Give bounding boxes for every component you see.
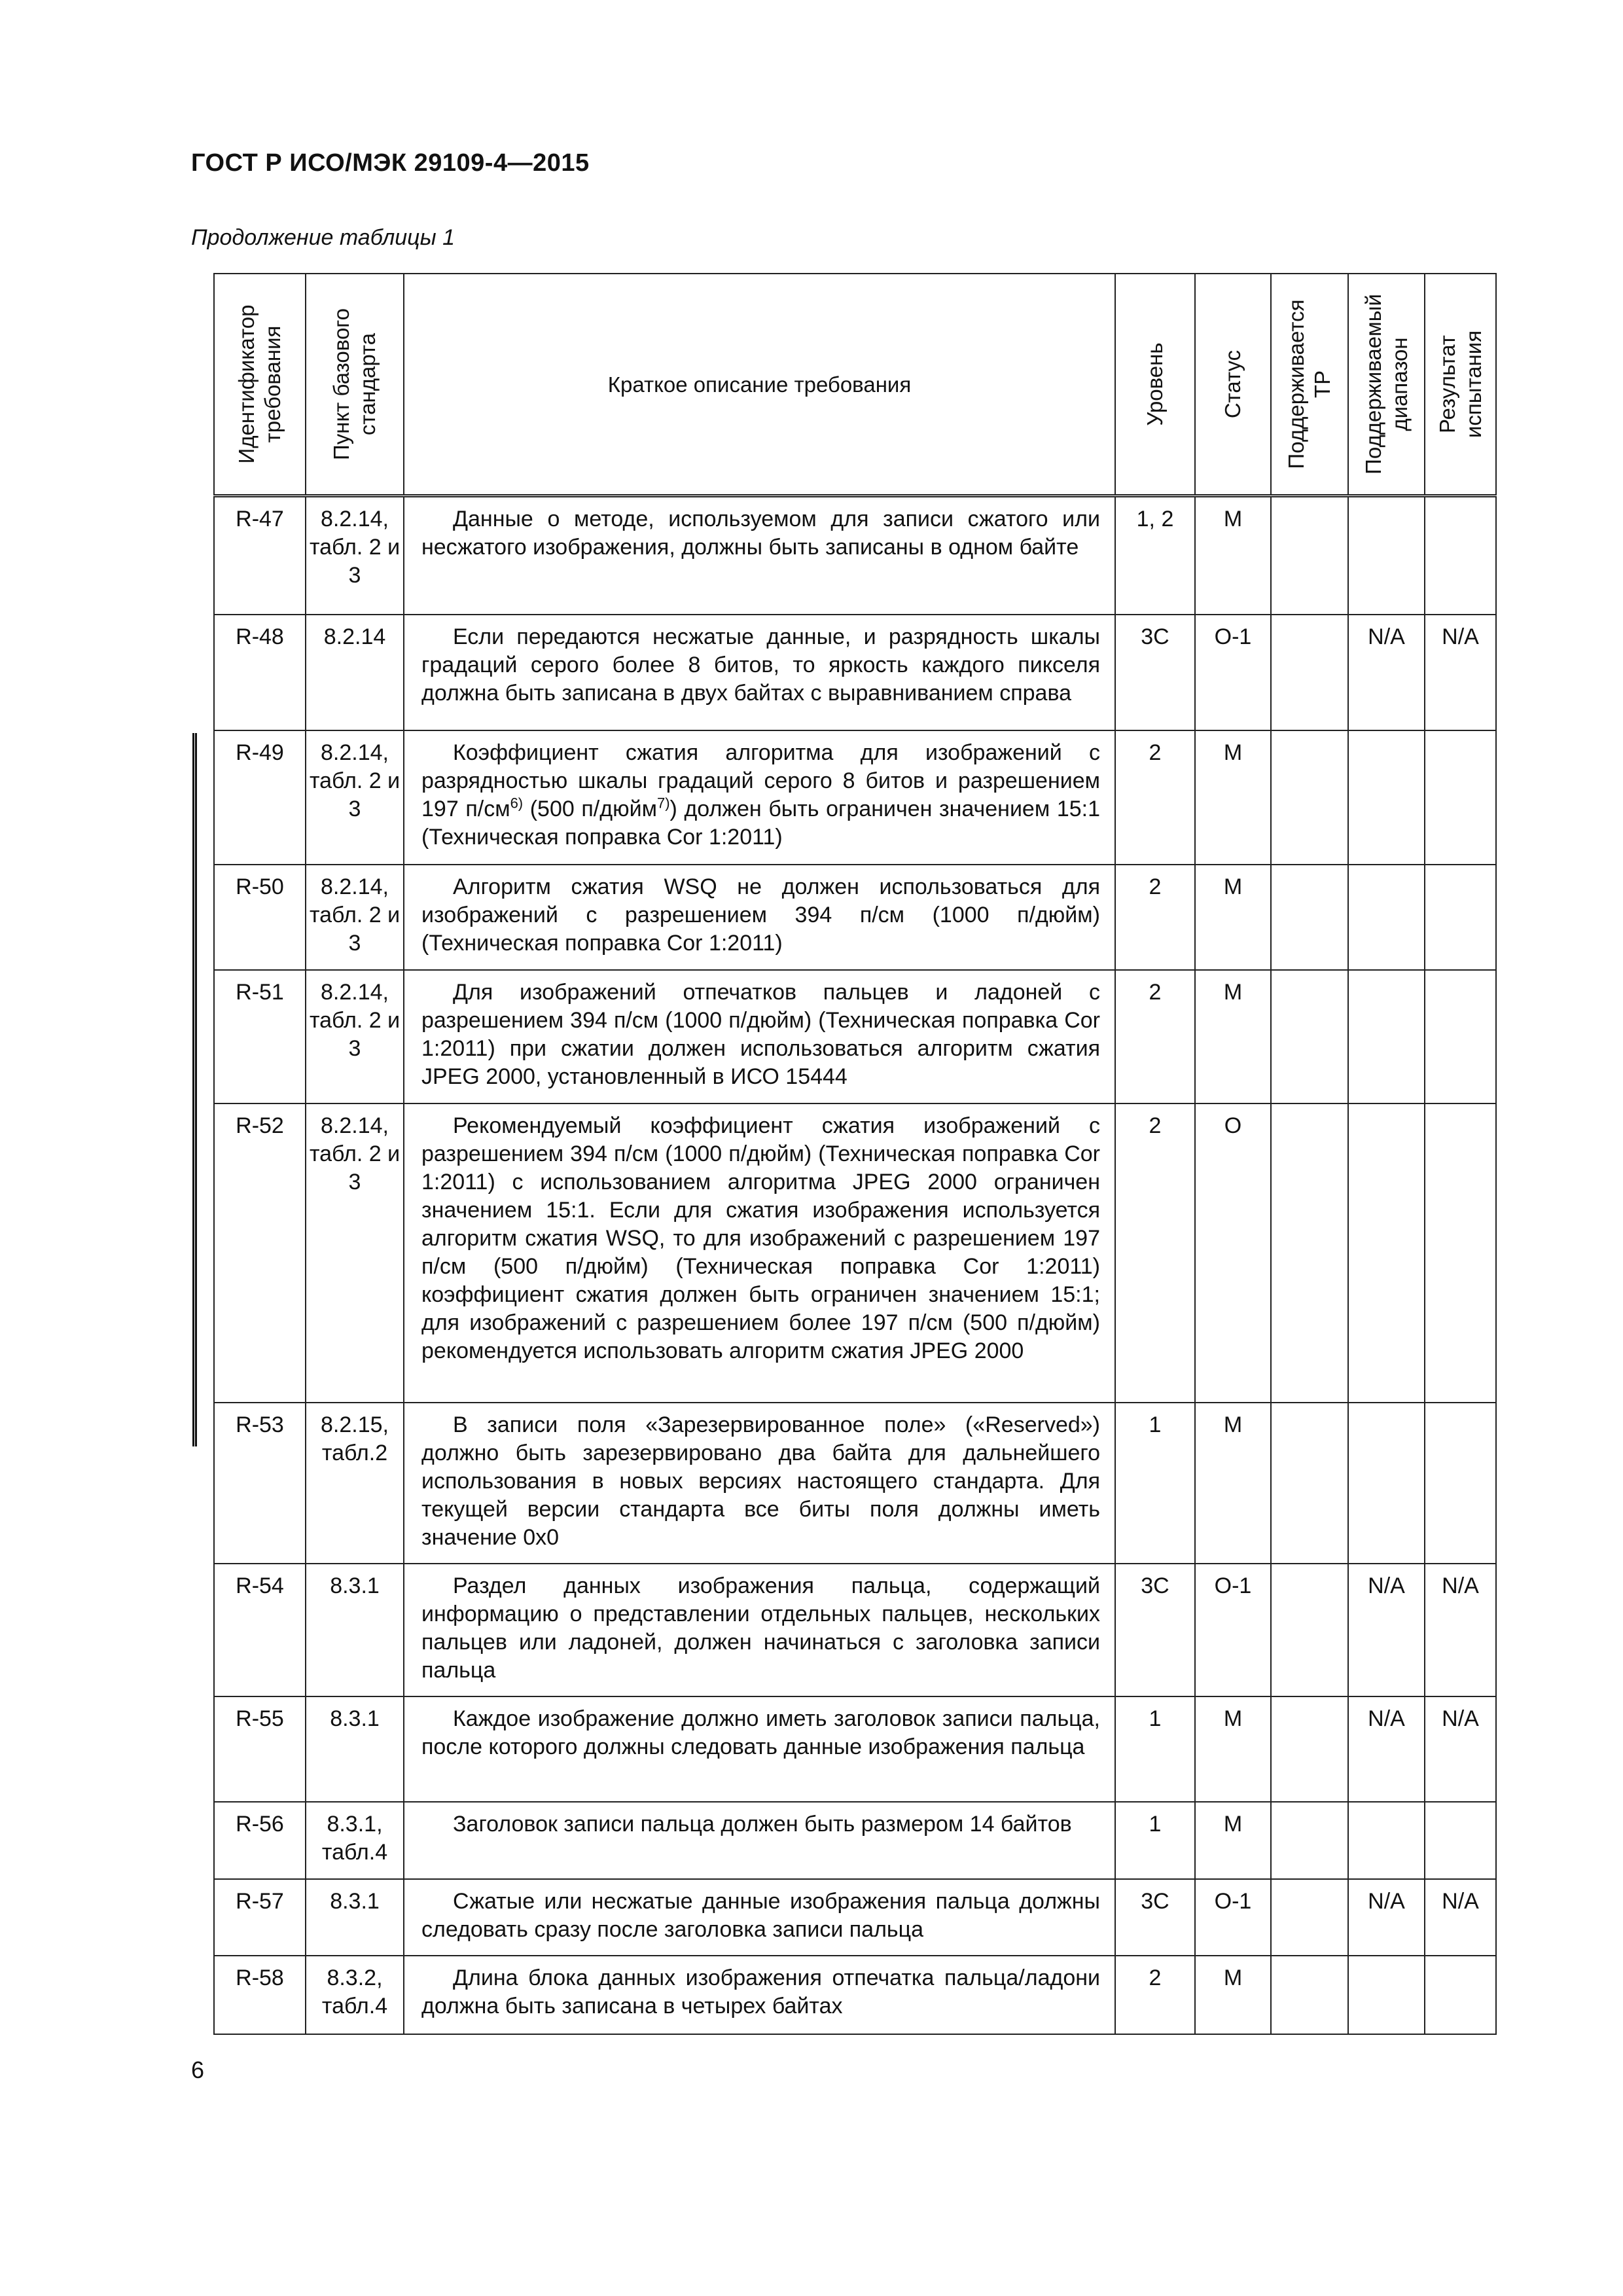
cell-status: O-1: [1195, 1879, 1271, 1956]
cell-clause: 8.3.1: [306, 1696, 404, 1802]
cell-description: В записи поля «Зарезервированное поле» («Reserved») должно быть зарезервировано два байта для дальнейшего использования в новых версиях настоящего стандарта. Для текущей версии стандарта все биты поля должны иметь значение 0x0: [404, 1403, 1115, 1564]
cell-result: [1425, 496, 1496, 615]
table-caption: Продолжение таблицы 1: [191, 225, 455, 250]
revision-change-bar: [192, 733, 197, 1446]
cell-id: R-58: [214, 1956, 306, 2034]
cell-clause: 8.3.1: [306, 1564, 404, 1696]
cell-status: M: [1195, 970, 1271, 1103]
column-header-range: Поддерживаемый диапазон: [1348, 274, 1425, 496]
column-header-id: Идентификатор требования: [214, 274, 306, 496]
table-row: [214, 730, 1496, 865]
cell-description: Раздел данных изображения пальца, содержащий информацию о представлении отдельных пальцев, нескольких пальцев или ладоней, должен начинаться с заголовка записи пальца: [404, 1564, 1115, 1696]
column-header-description: Краткое описание требования: [404, 274, 1115, 496]
cell-status: O: [1195, 1103, 1271, 1403]
cell-level: 3C: [1115, 1564, 1195, 1696]
cell-level: 2: [1115, 730, 1195, 865]
cell-clause: 8.2.15, табл.2: [306, 1403, 404, 1564]
table-row: [214, 496, 1496, 615]
cell-range: N/A: [1348, 1564, 1425, 1696]
cell-description: Сжатые или несжатые данные изображения пальца должны следовать сразу после заголовка записи пальца: [404, 1879, 1115, 1956]
cell-result: [1425, 1802, 1496, 1879]
column-header-clause: Пункт базового стандарта: [306, 274, 404, 496]
cell-range: [1348, 865, 1425, 970]
table-row: [214, 1956, 1496, 2034]
table-row: [214, 865, 1496, 970]
cell-status: M: [1195, 1956, 1271, 2034]
cell-description: Если передаются несжатые данные, и разрядность шкалы градаций серого более 8 битов, то яркость каждого пикселя должна быть записана в двух байтах с выравниванием справа: [404, 615, 1115, 730]
cell-clause: 8.3.1, табл.4: [306, 1802, 404, 1879]
cell-supported: [1271, 615, 1348, 730]
cell-supported: [1271, 865, 1348, 970]
cell-clause: 8.2.14, табл. 2 и 3: [306, 730, 404, 865]
cell-id: R-54: [214, 1564, 306, 1696]
column-header-result: Результат испытания: [1425, 274, 1496, 496]
cell-range: N/A: [1348, 1879, 1425, 1956]
cell-status: M: [1195, 865, 1271, 970]
cell-clause: 8.2.14, табл. 2 и 3: [306, 970, 404, 1103]
column-header-status: Статус: [1195, 274, 1271, 496]
cell-description: Длина блока данных изображения отпечатка пальца/ладони должна быть записана в четырех байтах: [404, 1956, 1115, 2034]
cell-result: [1425, 865, 1496, 970]
cell-clause: 8.2.14, табл. 2 и 3: [306, 496, 404, 615]
column-header-supported: Поддерживается ТР: [1271, 274, 1348, 496]
cell-description: Рекомендуемый коэффициент сжатия изображений с разрешением 394 п/см (1000 п/дюйм) (Техническая поправка Cor 1:2011) с использованием алгоритма JPEG 2000 ограничен значением 15:1. Если для сжатия изображения используется алгоритм сжатия WSQ, то для изображений с разрешением 197 п/см (500 п/дюйм) (Техническая поправка Cor 1:2011) коэффициент сжатия должен быть ограничен значением 15:1; для изображений с разрешением более 197 п/см (500 п/дюйм) рекомендуется использовать алгоритм сжатия JPEG 2000: [404, 1103, 1115, 1403]
cell-range: [1348, 1103, 1425, 1403]
cell-clause: 8.2.14: [306, 615, 404, 730]
table-row: [214, 1696, 1496, 1802]
table-row: [214, 1103, 1496, 1403]
table-row: [214, 1403, 1496, 1564]
cell-result: [1425, 1956, 1496, 2034]
cell-supported: [1271, 970, 1348, 1103]
footnote-marker: 7): [656, 795, 670, 812]
cell-result: [1425, 730, 1496, 865]
cell-level: 1: [1115, 1802, 1195, 1879]
cell-id: R-55: [214, 1696, 306, 1802]
cell-id: R-49: [214, 730, 306, 865]
cell-level: 3C: [1115, 615, 1195, 730]
cell-id: R-48: [214, 615, 306, 730]
cell-status: O-1: [1195, 1564, 1271, 1696]
cell-id: R-56: [214, 1802, 306, 1879]
cell-level: 2: [1115, 1103, 1195, 1403]
cell-result: [1425, 970, 1496, 1103]
cell-status: M: [1195, 730, 1271, 865]
footnote-marker: 6): [510, 795, 524, 812]
cell-description: Каждое изображение должно иметь заголовок записи пальца, после которого должны следовать данные изображения пальца: [404, 1696, 1115, 1802]
cell-description: Для изображений отпечатков пальцев и ладоней с разрешением 394 п/см (1000 п/дюйм) (Техническая поправка Cor 1:2011) при сжатии должен использоваться алгоритм сжатия JPEG 2000, установленный в ИСО 15444: [404, 970, 1115, 1103]
document-header: ГОСТ Р ИСО/МЭК 29109-4—2015: [191, 149, 590, 177]
cell-supported: [1271, 1564, 1348, 1696]
table-row: [214, 615, 1496, 730]
cell-clause: 8.3.2, табл.4: [306, 1956, 404, 2034]
cell-result: [1425, 1103, 1496, 1403]
cell-id: R-50: [214, 865, 306, 970]
cell-range: [1348, 1403, 1425, 1564]
cell-supported: [1271, 1956, 1348, 2034]
cell-range: [1348, 1802, 1425, 1879]
cell-result: N/A: [1425, 1696, 1496, 1802]
cell-id: R-47: [214, 496, 306, 615]
cell-level: 1: [1115, 1403, 1195, 1564]
cell-description: Заголовок записи пальца должен быть размером 14 байтов: [404, 1802, 1115, 1879]
cell-level: 3C: [1115, 1879, 1195, 1956]
cell-supported: [1271, 1696, 1348, 1802]
cell-status: M: [1195, 496, 1271, 615]
cell-id: R-51: [214, 970, 306, 1103]
cell-id: R-53: [214, 1403, 306, 1564]
table-row: [214, 1564, 1496, 1696]
cell-description: Алгоритм сжатия WSQ не должен использоваться для изображений с разрешением 394 п/см (1000 п/дюйм) (Техническая поправка Cor 1:2011): [404, 865, 1115, 970]
cell-supported: [1271, 1802, 1348, 1879]
cell-range: N/A: [1348, 1696, 1425, 1802]
cell-result: N/A: [1425, 1564, 1496, 1696]
cell-clause: 8.2.14, табл. 2 и 3: [306, 865, 404, 970]
cell-result: [1425, 1403, 1496, 1564]
cell-result: N/A: [1425, 615, 1496, 730]
cell-range: [1348, 970, 1425, 1103]
cell-result: N/A: [1425, 1879, 1496, 1956]
cell-supported: [1271, 1879, 1348, 1956]
table-row: [214, 1879, 1496, 1956]
cell-level: 2: [1115, 865, 1195, 970]
cell-id: R-52: [214, 1103, 306, 1403]
page-number: 6: [191, 2056, 205, 2083]
cell-status: M: [1195, 1802, 1271, 1879]
cell-supported: [1271, 1103, 1348, 1403]
cell-description: Данные о методе, используемом для записи сжатого или несжатого изображения, должны быть записаны в одном байте: [404, 496, 1115, 615]
cell-clause: 8.3.1: [306, 1879, 404, 1956]
cell-status: M: [1195, 1696, 1271, 1802]
cell-level: 2: [1115, 970, 1195, 1103]
cell-clause: 8.2.14, табл. 2 и 3: [306, 1103, 404, 1403]
cell-level: 2: [1115, 1956, 1195, 2034]
table-row: [214, 970, 1496, 1103]
cell-range: [1348, 496, 1425, 615]
requirements-table: [213, 273, 1497, 2035]
cell-level: 1: [1115, 1696, 1195, 1802]
table-header-row: [214, 274, 1496, 496]
column-header-level: Уровень: [1115, 274, 1195, 496]
cell-supported: [1271, 730, 1348, 865]
cell-supported: [1271, 1403, 1348, 1564]
cell-status: O-1: [1195, 615, 1271, 730]
cell-description: Коэффициент сжатия алгоритма для изображений с разрядностью шкалы градаций серого 8 битов и разрешением 197 $п/см^{6)}$ (500 п/дюйм$^{7)}$) должен быть ограничен значением 15:1 (Техническая поправка Cor 1:2011): [404, 730, 1115, 865]
cell-id: R-57: [214, 1879, 306, 1956]
cell-range: [1348, 1956, 1425, 2034]
cell-status: M: [1195, 1403, 1271, 1564]
cell-level: 1, 2: [1115, 496, 1195, 615]
cell-range: N/A: [1348, 615, 1425, 730]
cell-range: [1348, 730, 1425, 865]
cell-supported: [1271, 496, 1348, 615]
table-row: [214, 1802, 1496, 1879]
